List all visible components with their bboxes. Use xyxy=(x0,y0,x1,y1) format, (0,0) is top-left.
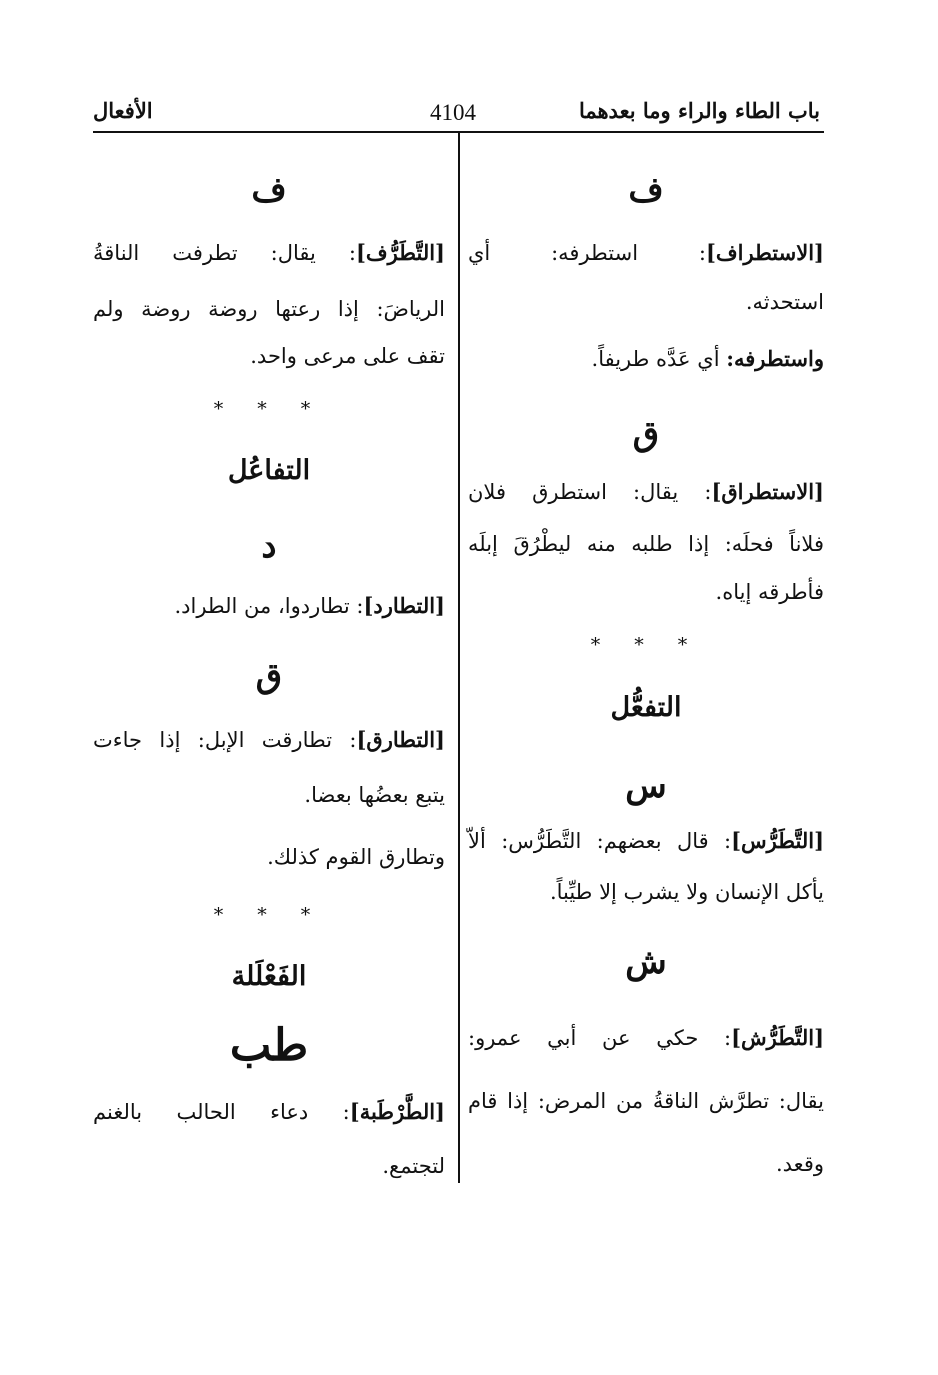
letter-heading: ف xyxy=(628,170,664,210)
entry-keyword: واستطرفه: xyxy=(726,346,824,371)
letter-heading: ق xyxy=(255,656,283,696)
letter-heading: ش xyxy=(625,942,667,982)
entry-line xyxy=(93,239,445,267)
entry-keyword: [الاستطراق] xyxy=(711,479,824,504)
entry-text: : استطرفه: أي xyxy=(468,241,706,265)
entry-text: : دعاء الحالب بالغنم xyxy=(93,1100,350,1124)
entry-line xyxy=(468,239,824,267)
entry-line xyxy=(468,827,824,855)
entry-line: الرياضَ: إذا رعتها روضة روضة ولم xyxy=(93,297,445,321)
section-separator: * * * xyxy=(590,634,702,656)
chapter-heading: التفعُّل xyxy=(610,692,682,723)
running-header-section: الأفعال xyxy=(93,98,153,123)
entry-keyword: [التَّطَرُّش] xyxy=(731,1025,824,1050)
section-separator: * * * xyxy=(213,904,325,926)
letter-heading: طب xyxy=(229,1020,309,1071)
running-header-chapter: باب الطاء والراء وما بعدهما xyxy=(578,98,820,123)
chapter-heading: الفَعْلَلة xyxy=(231,961,307,992)
letter-heading: ف xyxy=(251,170,287,210)
entry-keyword: [الاستطراف] xyxy=(705,240,824,265)
entry-line: لتجتمع. xyxy=(382,1154,445,1178)
letter-heading: د xyxy=(261,526,277,566)
entry-text: أي عَدَّه طريفاً. xyxy=(591,347,727,371)
entry-line: فلاناً فحلَه: إذا طلبه منه ليطْرُقَ إبلَه xyxy=(468,532,824,556)
entry-text: : تطاردوا، من الطراد. xyxy=(174,594,364,618)
section-separator: * * * xyxy=(213,398,325,420)
entry-line xyxy=(93,1098,445,1126)
entry-line xyxy=(468,1024,824,1052)
entry-text: : تطارقت الإبل: إذا جاءت xyxy=(93,728,357,752)
entry-line: يتبع بعضُها بعضا. xyxy=(304,783,445,807)
entry-keyword: [التطارد] xyxy=(363,593,445,618)
entry-line: يأكل الإنسان ولا يشرب إلا طيِّباً. xyxy=(549,880,824,904)
entry-line xyxy=(468,478,824,506)
entry-line: فأطرقه إياه. xyxy=(715,580,824,604)
entry-keyword: [التَّطَرُّس] xyxy=(731,828,824,853)
entry-text: : قال بعضهم: التَّطَرُّس: ألاّ xyxy=(468,829,732,853)
letter-heading: س xyxy=(625,766,667,806)
entry-keyword: [التَّطَرُّف] xyxy=(355,240,445,265)
column-divider xyxy=(458,133,460,1183)
chapter-heading: التفاعُل xyxy=(227,455,311,486)
entry-line: وقعد. xyxy=(775,1152,824,1176)
entry-keyword: [التطارق] xyxy=(356,727,445,752)
entry-line: وتطارق القوم كذلك. xyxy=(267,845,445,869)
letter-heading: ق xyxy=(632,414,660,454)
entry-line xyxy=(93,726,445,754)
entry-text: : يقال: استطرق فلان xyxy=(468,480,712,504)
entry-line: يقال: تطرَّش الناقةُ من المرض: إذا قام xyxy=(468,1089,824,1113)
entry-line: تقف على مرعى واحد. xyxy=(250,344,445,368)
entry-line xyxy=(592,345,824,373)
entry-text: : يقال: تطرفت الناقةُ xyxy=(93,241,356,265)
entry-line: استحدثه. xyxy=(745,290,824,314)
entry-line xyxy=(174,592,445,620)
entry-keyword: [الطَّرْطَبة] xyxy=(349,1099,445,1124)
entry-text: : حكي عن أبي عمرو: xyxy=(468,1026,732,1050)
page-number: 4104 xyxy=(430,100,476,125)
